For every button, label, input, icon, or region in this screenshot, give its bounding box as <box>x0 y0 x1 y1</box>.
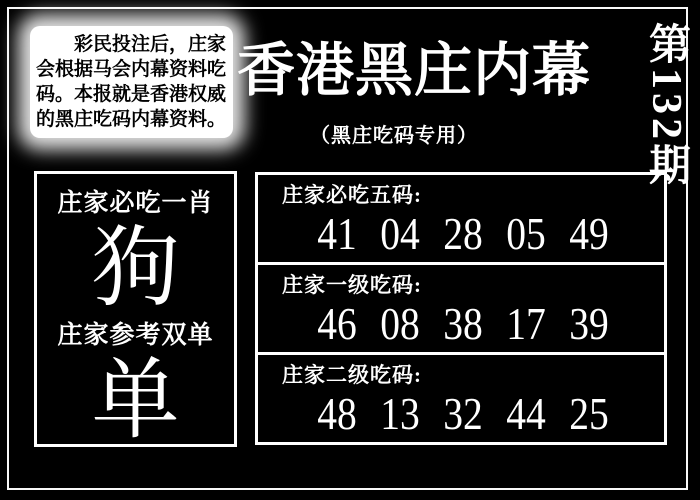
code-number: 44 <box>506 388 546 439</box>
code-section-level-one <box>258 262 664 352</box>
code-numbers-row <box>258 207 664 259</box>
code-number: 04 <box>380 208 420 259</box>
code-section-level-two <box>258 352 664 442</box>
code-number: 39 <box>569 298 609 349</box>
code-number: 25 <box>569 388 609 439</box>
zodiac-label: 庄家必吃一肖 <box>57 190 214 217</box>
code-number: 13 <box>380 388 420 439</box>
code-number: 48 <box>317 388 357 439</box>
page-subtitle: （黑庄吃码专用） <box>310 125 478 147</box>
code-number: 08 <box>380 298 420 349</box>
intro-box <box>30 26 233 138</box>
code-section-label: 庄家一级吃码: <box>282 273 422 297</box>
code-number: 17 <box>506 298 546 349</box>
code-number: 28 <box>443 208 483 259</box>
zodiac-parity-panel <box>34 171 237 447</box>
parity-value: 单 <box>91 353 180 447</box>
code-number: 49 <box>569 208 609 259</box>
code-number: 41 <box>317 208 357 259</box>
code-section-label: 庄家二级吃码: <box>282 363 422 387</box>
code-number: 46 <box>317 298 357 349</box>
zodiac-value: 狗 <box>91 221 180 318</box>
code-number: 38 <box>443 298 483 349</box>
code-numbers-row <box>258 297 664 349</box>
parity-label: 庄家参考双单 <box>57 322 214 349</box>
code-numbers-row <box>258 387 664 439</box>
issue-number: 第132期 <box>643 22 689 189</box>
intro-text: 彩民投注后，庄家会根据马会内幕资料吃码。本报就是香港权威的黑庄吃码内幕资料。 <box>36 34 227 130</box>
codes-panel <box>255 172 667 445</box>
page-title: 香港黑庄内幕 <box>236 38 591 103</box>
code-section-label: 庄家必吃五码: <box>282 183 422 207</box>
code-number: 32 <box>443 388 483 439</box>
code-section-must-eat-five <box>258 175 664 262</box>
code-number: 05 <box>506 208 546 259</box>
